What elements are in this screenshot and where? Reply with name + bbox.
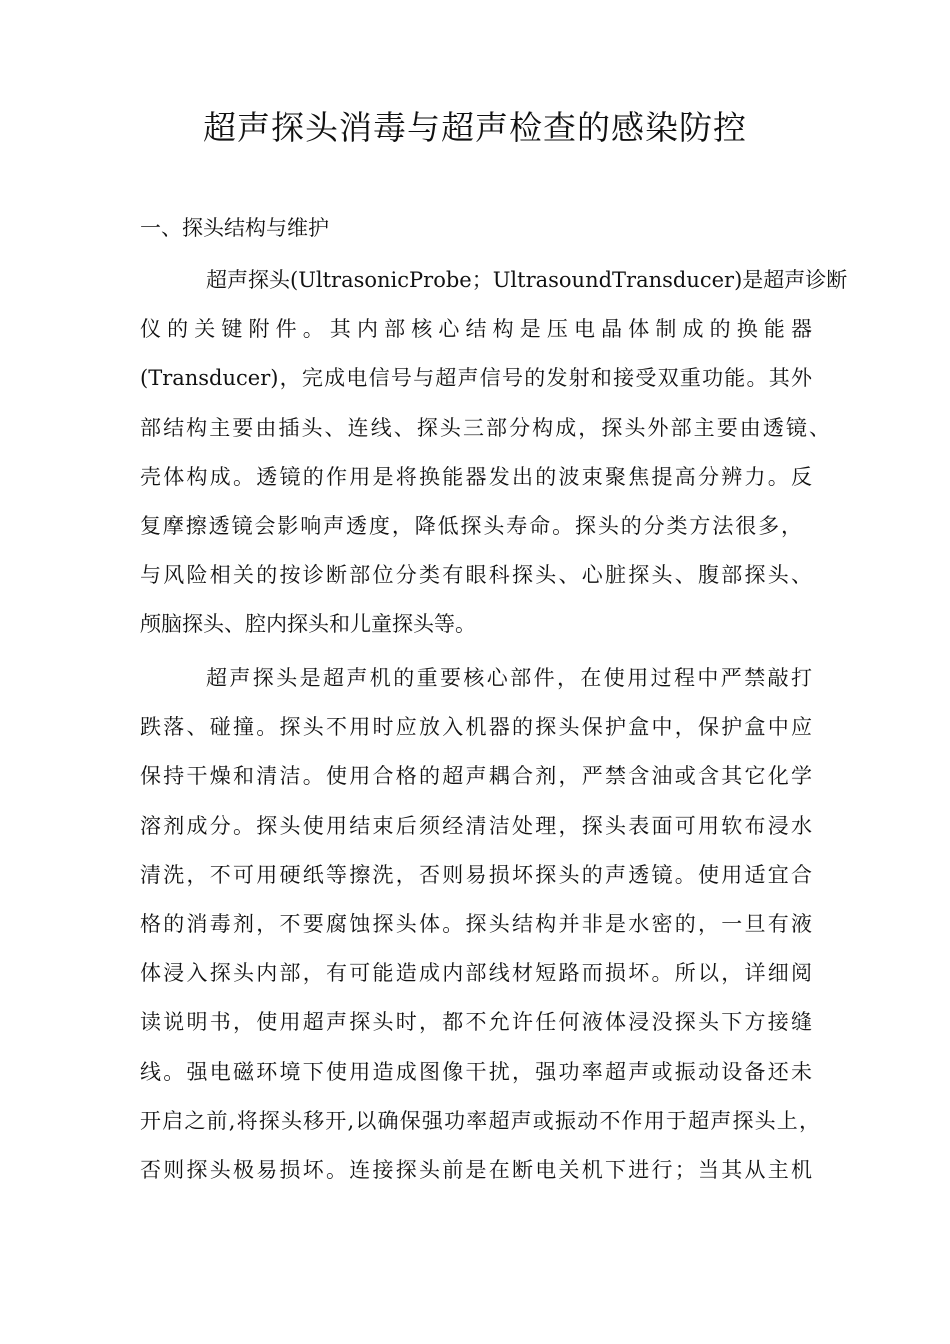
- paragraph-line: 与风险相关的按诊断部位分类有眼科探头、心脏探头、腹部探头、: [140, 563, 812, 587]
- paragraph-line: 读说明书，使用超声探头时，都不允许任何液体浸没探头下方接缝: [140, 1010, 812, 1034]
- paragraph-line: 超声探头(UltrasonicProbe；UltrasoundTransducer)是超声诊断: [206, 268, 848, 292]
- paragraph-line: 格的消毒剂，不要腐蚀探头体。探头结构并非是水密的，一旦有液: [140, 912, 812, 936]
- paragraph-line: 开启之前,将探头移开,以确保强功率超声或振动不作用于超声探头上，: [140, 1109, 820, 1133]
- paragraph-line: 否则探头极易损坏。连接探头前是在断电关机下进行；当其从主机: [140, 1158, 812, 1182]
- paragraph-line: (Transducer)，完成电信号与超声信号的发射和接受双重功能。其外: [140, 366, 812, 390]
- paragraph-line: 壳体构成。透镜的作用是将换能器发出的波束聚焦提高分辨力。反: [140, 465, 812, 489]
- paragraph-line: 跌落、碰撞。探头不用时应放入机器的探头保护盒中，保护盒中应: [140, 715, 812, 739]
- section-heading: 一、探头结构与维护: [140, 216, 329, 240]
- paragraph-line: 复摩擦透镜会影响声透度，降低探头寿命。探头的分类方法很多，: [140, 514, 802, 538]
- paragraph-line: 颅脑探头、腔内探头和儿童探头等。: [140, 612, 476, 636]
- paragraph-line: 溶剂成分。探头使用结束后须经清洁处理，探头表面可用软布浸水: [140, 814, 812, 838]
- paragraph-line: 部结构主要由插头、连线、探头三部分构成，探头外部主要由透镜、: [140, 416, 830, 440]
- paragraph-line: 超声探头是超声机的重要核心部件，在使用过程中严禁敲打: [206, 666, 812, 690]
- paragraph-line: 线。强电磁环境下使用造成图像干扰，强功率超声或振动设备还未: [140, 1060, 812, 1084]
- paragraph-line: 体浸入探头内部，有可能造成内部线材短路而损坏。所以，详细阅: [140, 961, 812, 985]
- paragraph-line: 清洗，不可用硬纸等擦洗，否则易损坏探头的声透镜。使用适宜合: [140, 863, 812, 887]
- paragraph-line: 仪的关键附件。其内部核心结构是压电晶体制成的换能器: [140, 317, 812, 341]
- paragraph-line: 保持干燥和清洁。使用合格的超声耦合剂，严禁含油或含其它化学: [140, 764, 812, 788]
- document-title: 超声探头消毒与超声检查的感染防控: [203, 108, 747, 147]
